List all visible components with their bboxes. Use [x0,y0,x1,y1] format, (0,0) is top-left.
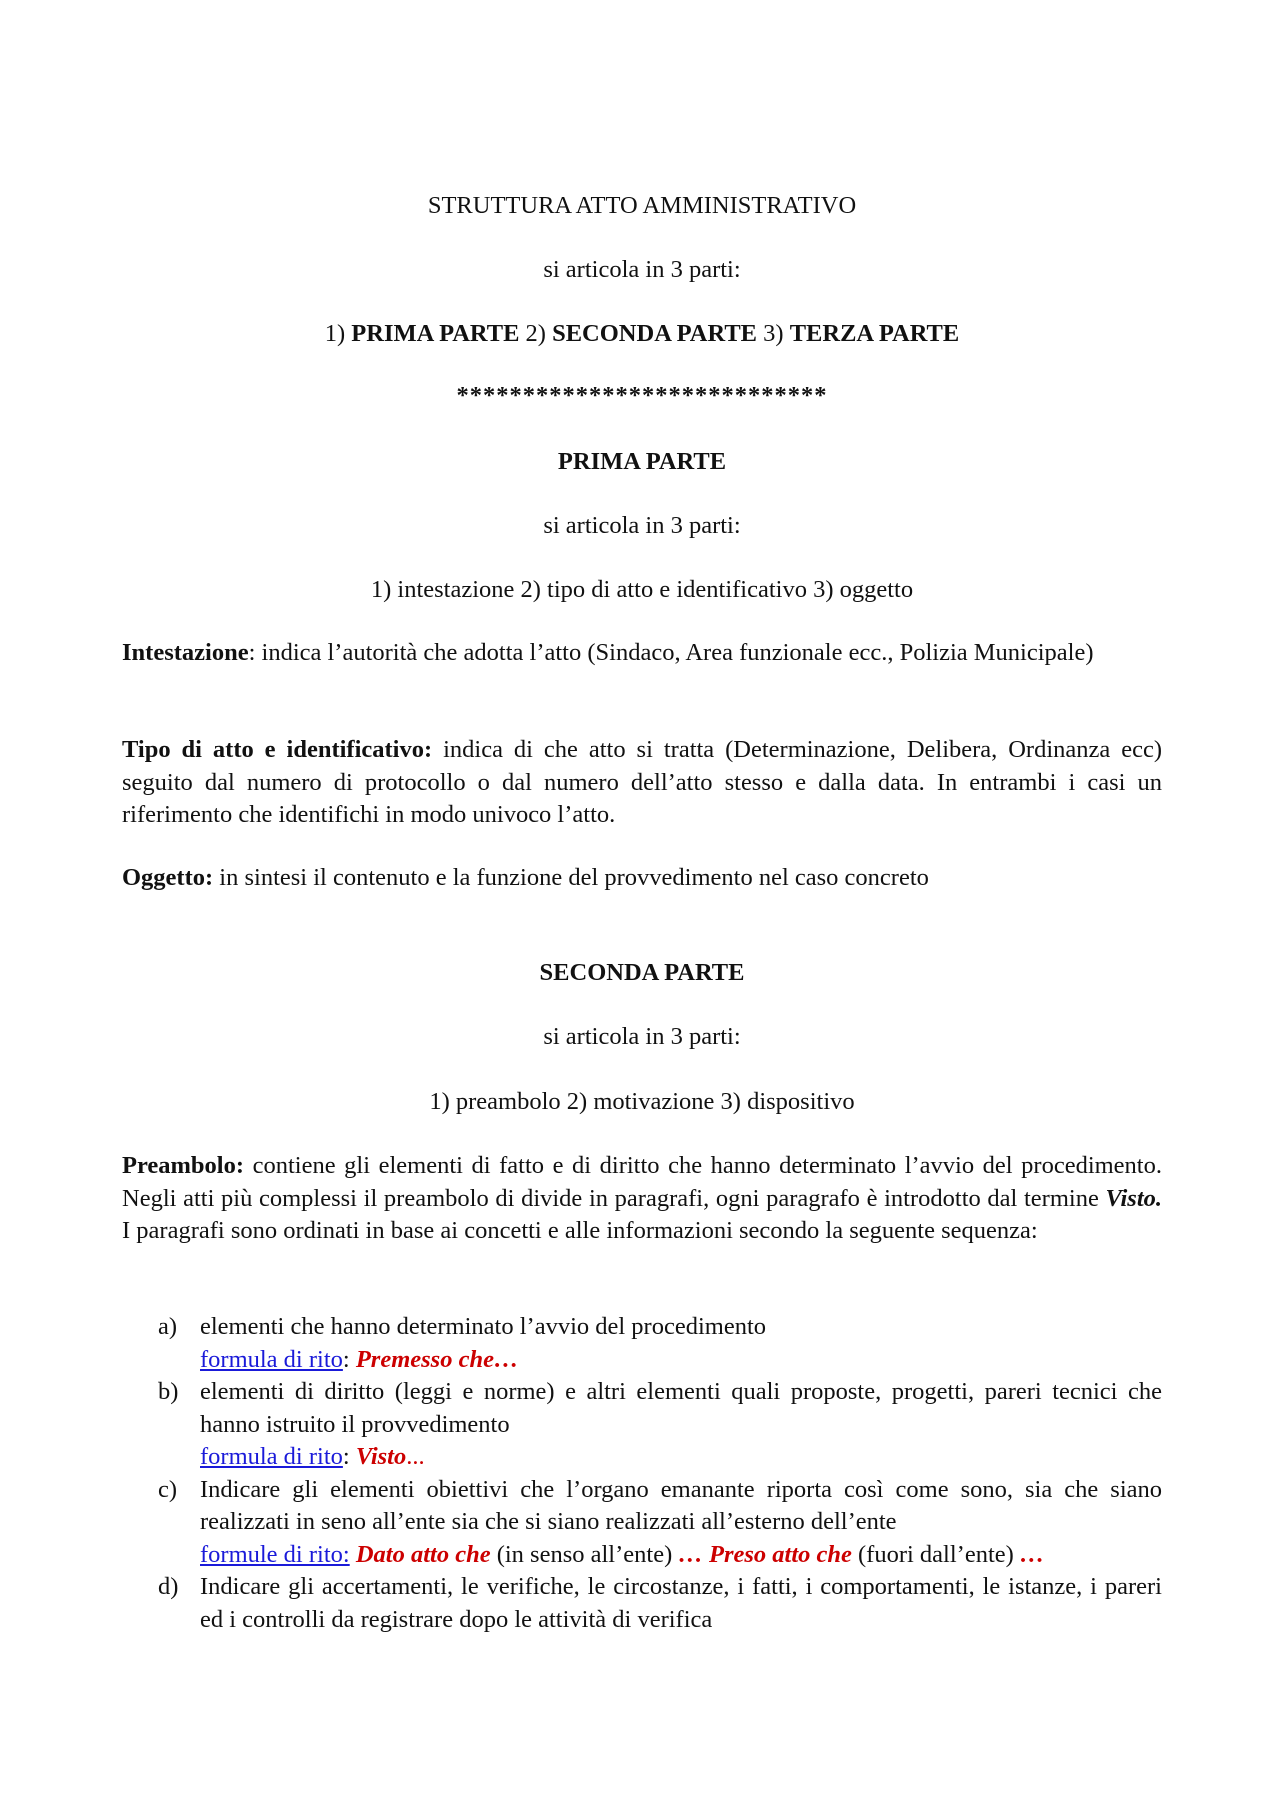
formula-preso-atto-che: … Preso atto che [678,1540,852,1568]
paragraph-text: in sintesi il contenuto e la funzione del provvedimento nel caso concreto [213,864,929,891]
formula-context: (in senso all’ente) [490,1540,679,1568]
parts-overview [122,318,1162,351]
document-title [122,190,1162,223]
formula-premesso-che: Premesso che… [355,1345,519,1373]
paragraph-intestazione [122,637,1162,670]
colon: : [342,1443,350,1470]
formula-dato-atto-che: Dato atto che [355,1540,491,1568]
paragraph-text: indica di che atto si tratta (Determinazione, Delibera, Ordinanza ecc) seguito dal numero di protocollo o dal numero dell’atto stesso e dalla data. In entrambi i casi un riferimento che identifichi in modo univoco l’atto. [122,736,1162,828]
paragraph-preambolo [122,1150,1162,1248]
section-heading-seconda [122,957,1162,990]
formula-ellipsis: … [1019,1540,1045,1568]
document-title-text: STRUTTURA ATTO AMMINISTRATIVO [427,192,857,219]
term-tipo-atto: Tipo di atto e identificativo: [122,736,433,763]
section-summary-seconda [122,1086,1162,1119]
formula-ellipsis: ... [406,1443,425,1470]
list-item-text: Indicare gli elementi obiettivi che l’organo emanante riporta così come sono, sia che siano realizzati in seno all’ente sia che si siano realizzati all’esterno dell’ente [200,1475,1162,1535]
paragraph-tipo-atto [122,734,1162,832]
formula-visto: Visto [355,1443,407,1470]
section-summary-prima [122,574,1162,607]
part-name: PRIMA PARTE [351,320,520,347]
term-oggetto: Oggetto: [122,864,214,891]
part-number: 2) [525,320,546,347]
section-subtitle-text: si articola in 3 parti: [543,1023,741,1050]
list-marker: a) [158,1313,178,1340]
paragraph-text: I paragrafi sono ordinati in base ai concetti e alle informazioni secondo la seguente sequenza: [122,1217,1038,1244]
colon: : [342,1345,350,1373]
section-subtitle-seconda [122,1021,1162,1054]
list-item-text: Indicare gli accertamenti, le verifiche, le circostanze, i fatti, i comportamenti, le istanze, i pareri ed i controlli da registrare dopo le attività di verifica [200,1573,1162,1633]
list-item-text: elementi che hanno determinato l’avvio del procedimento [200,1313,767,1340]
paragraph-oggetto [122,862,1162,895]
list-item-text: elementi di diritto (leggi e norme) e altri elementi quali proposte, progetti, pareri tecnici che hanno istruito il provvedimento [200,1378,1162,1438]
term-visto: Visto. [1105,1184,1162,1212]
section-summary-text: 1) intestazione 2) tipo di atto e identificativo 3) oggetto [370,576,914,603]
part-name: TERZA PARTE [789,320,960,347]
section-subtitle-prima [122,510,1162,543]
section-heading-text: PRIMA PARTE [557,448,727,475]
preambolo-sequence-list [158,1311,1162,1636]
list-item [158,1376,1162,1474]
section-heading-text: SECONDA PARTE [539,959,745,986]
list-item [158,1474,1162,1572]
part-number: 1) [324,320,346,347]
document-subtitle [122,254,1162,287]
list-item [158,1311,1162,1376]
paragraph-text: : indica l’autorità che adotta l’atto (Sindaco, Area funzionale ecc., Polizia Municipale) [248,639,1094,666]
separator [122,380,1162,413]
formula-context: (fuori dall’ente) [851,1540,1020,1568]
section-summary-text: 1) preambolo 2) motivazione 3) dispositivo [429,1088,855,1115]
list-marker: c) [158,1475,178,1503]
term-intestazione: Intestazione [122,639,249,666]
list-item [158,1571,1162,1636]
section-heading-prima [122,446,1162,479]
formula-di-rito-link[interactable]: formula di rito [200,1345,343,1373]
part-name: SECONDA PARTE [552,320,758,347]
part-number: 3) [763,320,784,347]
term-preambolo: Preambolo: [122,1152,245,1179]
list-marker: d) [158,1573,179,1600]
formule-di-rito-link[interactable]: formule di rito: [200,1540,350,1568]
paragraph-text: contiene gli elementi di fatto e di diritto che hanno determinato l’avvio del procedimento. Negli atti più complessi il preambolo di divide in paragrafi, ogni paragrafo è introdotto dal termine [122,1152,1162,1212]
section-subtitle-text: si articola in 3 parti: [543,512,741,539]
separator-text: **************************** [456,382,828,409]
formula-di-rito-link[interactable]: formula di rito [200,1443,343,1470]
list-marker: b) [158,1378,179,1405]
document-subtitle-text: si articola in 3 parti: [543,256,741,283]
